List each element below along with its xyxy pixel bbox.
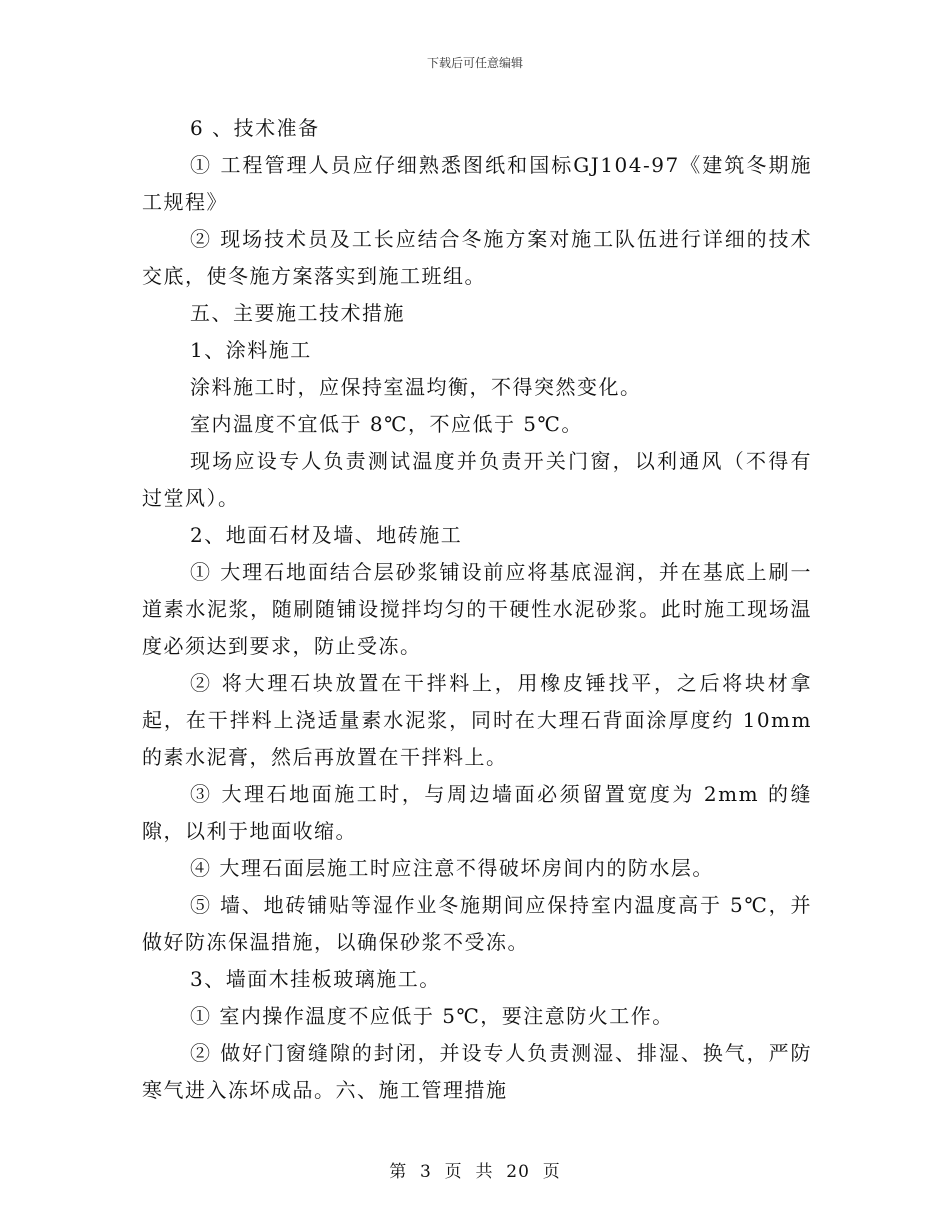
- section-heading-main-measures: 五、主要施工技术措施: [190, 301, 405, 325]
- paragraph: ⑤ 墙、地砖铺贴等湿作业冬施期间应保持室内温度高于 5℃，并做好防冻保温措施，以确保砂浆不受冻。: [142, 893, 812, 954]
- header-note: 下载后可任意编辑: [426, 56, 523, 70]
- paragraph: 涂料施工时，应保持室温均衡，不得突然变化。: [190, 375, 642, 399]
- subheading-coating: 1、涂料施工: [190, 338, 312, 362]
- paragraph: ④ 大理石面层施工时应注意不得破坏房间内的防水层。: [190, 856, 714, 880]
- paragraph: ③ 大理石地面施工时，与周边墙面必须留置宽度为 2mm 的缝隙，以利于地面收缩。: [142, 782, 812, 843]
- subheading-stone-tile: 2、地面石材及墙、地砖施工: [190, 523, 463, 547]
- paragraph: ① 工程管理人员应仔细熟悉图纸和国标GJ104-97《建筑冬期施工规程》: [142, 153, 812, 214]
- page-number-label: 第 3 页 共 20 页: [389, 1162, 561, 1182]
- page-number-footer: [0, 1157, 950, 1182]
- paragraph: 室内温度不宜低于 8℃，不应低于 5℃。: [190, 412, 583, 436]
- paragraph: ② 将大理石块放置在干拌料上，用橡皮锤找平，之后将块材拿起，在干拌料上浇适量素水泥浆，同时在大理石背面涂厚度约 10mm 的素水泥膏，然后再放置在干拌料上。: [142, 671, 812, 769]
- paragraph: 现场应设专人负责测试温度并负责开关门窗，以利通风（不得有过堂风）。: [142, 449, 812, 510]
- paragraph: ① 大理石地面结合层砂浆铺设前应将基底湿润，并在基底上刷一道素水泥浆，随刷随铺设搅拌均匀的干硬性水泥砂浆。此时施工现场温度必须达到要求，防止受冻。: [142, 560, 812, 658]
- document-body: [142, 110, 812, 1109]
- paragraph: ① 室内操作温度不应低于 5℃，要注意防火工作。: [190, 1004, 674, 1028]
- section-heading-technical-prep: 6 、技术准备: [190, 116, 320, 140]
- paragraph: ② 做好门窗缝隙的封闭，并设专人负责测湿、排湿、换气，严防寒气进入冻坏成品。六、施工管理措施: [142, 1041, 812, 1102]
- paragraph: ② 现场技术员及工长应结合冬施方案对施工队伍进行详细的技术交底，使冬施方案落实到施工班组。: [142, 227, 812, 288]
- subheading-wood-panel-glass: 3、墙面木挂板玻璃施工。: [190, 967, 441, 991]
